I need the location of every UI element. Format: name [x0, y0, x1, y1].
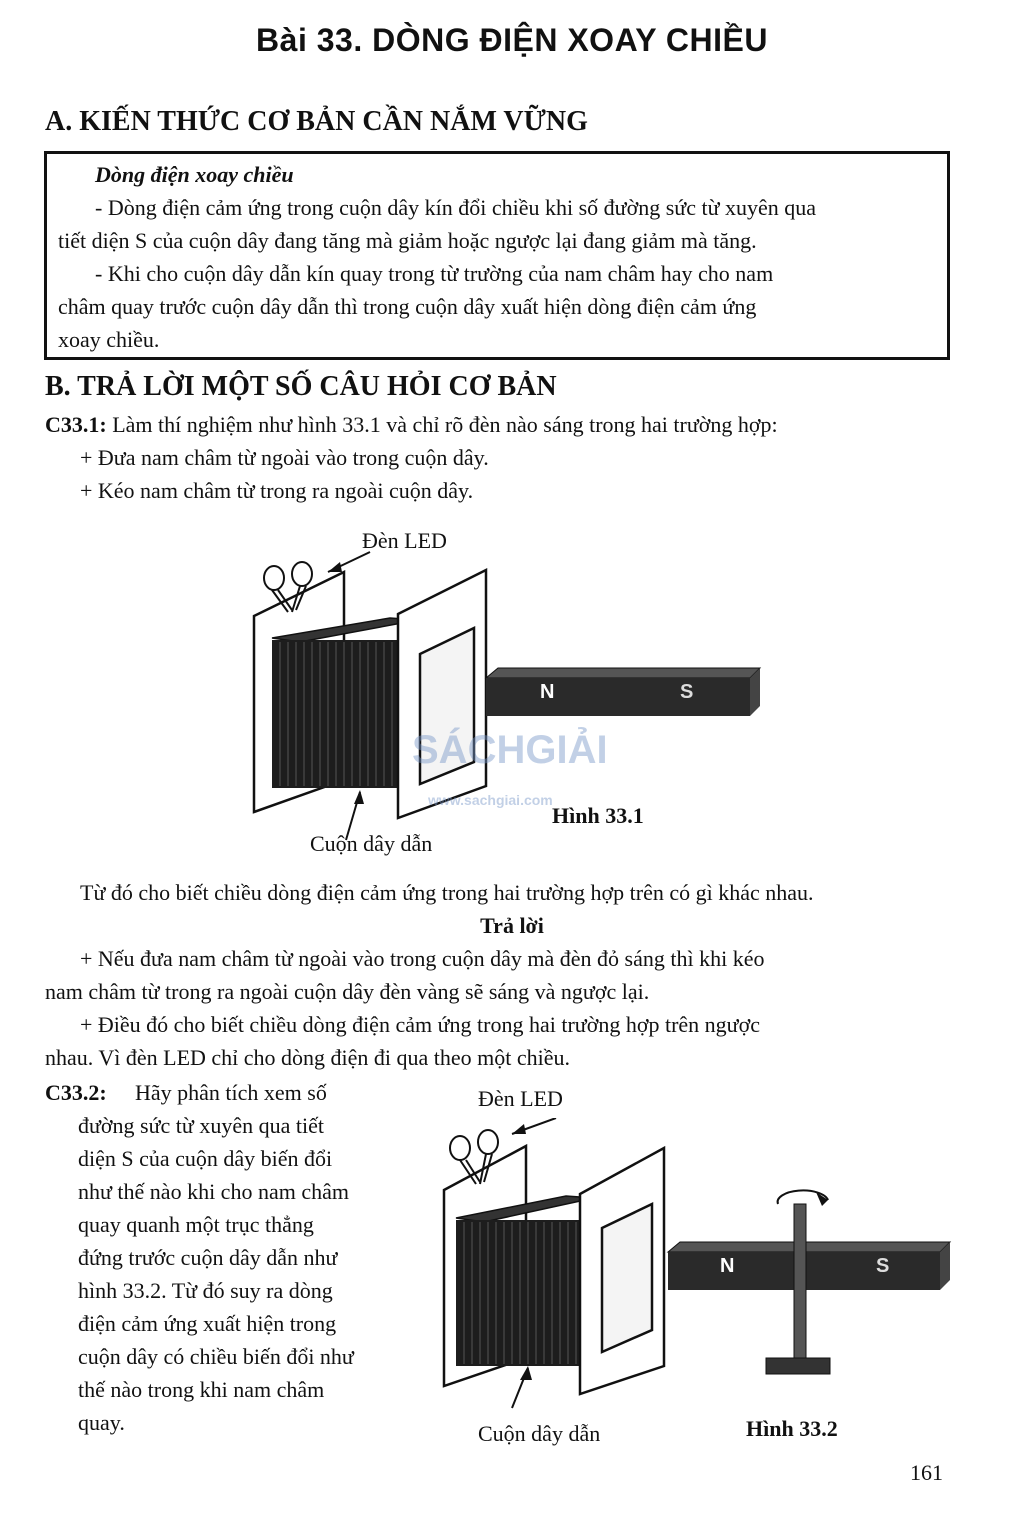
question-2-line-4: như thế nào khi cho nam châm	[78, 1179, 349, 1204]
question-2-line-2: đường sức từ xuyên qua tiết	[78, 1113, 324, 1138]
fig1-caption: Hình 33.1	[552, 803, 644, 828]
summary-para2-line1: - Khi cho cuộn dây dẫn kín quay trong từ trường của nam châm hay cho nam	[95, 261, 774, 286]
magnet-n-label: N	[540, 681, 555, 703]
question-2-line-6: đứng trước cuộn dây dẫn như	[78, 1245, 338, 1270]
stand-base	[766, 1358, 830, 1374]
question-2-line-8: điện cảm ứng xuất hiện trong	[78, 1311, 337, 1336]
answer-2-line-2: nhau. Vì đèn LED chỉ cho dòng điện đi qua theo một chiều.	[45, 1045, 571, 1070]
magnet-top	[486, 668, 760, 678]
question-2-line-11: quay.	[78, 1410, 125, 1435]
question-1-text: Làm thí nghiệm như hình 33.1 và chỉ rõ đèn nào sáng trong hai trường hợp:	[112, 412, 778, 437]
question-1-item-1: + Đưa nam châm từ ngoài vào trong cuộn dây.	[80, 445, 489, 470]
coil-body	[456, 1220, 582, 1366]
magnet-s-label: S	[876, 1255, 890, 1277]
magnet-s-label: S	[680, 681, 694, 703]
watermark-url: www.sachgiai.com	[428, 792, 553, 808]
summary-para2-line3: xoay chiều.	[58, 327, 160, 352]
summary-para1-line2: tiết diện S của cuộn dây đang tăng mà giảm hoặc ngược lại đang giảm mà tăng.	[58, 228, 757, 253]
question-2-label: C33.2:	[45, 1080, 107, 1105]
section-b-heading: B. TRẢ LỜI MỘT SỐ CÂU HỎI CƠ BẢN	[45, 371, 557, 402]
summary-box	[44, 151, 950, 360]
question-1	[45, 408, 778, 441]
question-2-line-9: cuộn dây có chiều biến đổi như	[78, 1344, 354, 1369]
fig1-coil-label: Cuộn dây dẫn	[310, 831, 433, 856]
magnet-n-label: N	[720, 1255, 735, 1277]
answer-heading: Trả lời	[480, 913, 544, 938]
question-2-line-1: Hãy phân tích xem số	[135, 1080, 327, 1105]
page-title: Bài 33. DÒNG ĐIỆN XOAY CHIỀU	[256, 22, 768, 58]
answer-1-line-2: nam châm từ trong ra ngoài cuộn dây đèn vàng sẽ sáng và ngược lại.	[45, 979, 650, 1004]
rotation-axis	[794, 1204, 806, 1358]
question-2-line-10: thế nào trong khi nam châm	[78, 1377, 325, 1402]
question-1-label: C33.1:	[45, 412, 107, 437]
figure-33-1	[240, 550, 780, 870]
question-2-line-7: hình 33.2. Từ đó suy ra dòng	[78, 1278, 333, 1303]
fig2-led-label: Đèn LED	[478, 1086, 563, 1111]
answer-1-line-1: + Nếu đưa nam châm từ ngoài vào trong cuộn dây mà đèn đỏ sáng thì khi kéo	[80, 946, 765, 971]
magnet-top	[668, 1242, 950, 1252]
watermark-brand: SÁCHGIẢI	[412, 728, 608, 772]
question-1-followup: Từ đó cho biết chiều dòng điện cảm ứng trong hai trường hợp trên có gì khác nhau.	[80, 880, 814, 905]
fig2-coil-label: Cuộn dây dẫn	[478, 1421, 601, 1446]
summary-box-title: Dòng điện xoay chiều	[95, 162, 294, 187]
summary-para1-line1: - Dòng điện cảm ứng trong cuộn dây kín đổi chiều khi số đường sức từ xuyên qua	[95, 195, 817, 220]
question-2-line-3: diện S của cuộn dây biến đổi	[78, 1146, 333, 1171]
question-1-item-2: + Kéo nam châm từ trong ra ngoài cuộn dây.	[80, 478, 474, 503]
coil-window	[602, 1204, 652, 1352]
question-2-line-5: quay quanh một trục thẳng	[78, 1212, 314, 1237]
fig1-led-label: Đèn LED	[362, 528, 447, 553]
page-number: 161	[910, 1460, 943, 1485]
magnet-body	[486, 678, 750, 716]
figure-33-2	[430, 1118, 960, 1418]
answer-2-line-1: + Điều đó cho biết chiều dòng điện cảm ứng trong hai trường hợp trên ngược	[80, 1012, 760, 1037]
summary-para2-line2: châm quay trước cuộn dây dẫn thì trong cuộn dây xuất hiện dòng điện cảm ứng	[58, 294, 757, 319]
fig2-caption: Hình 33.2	[746, 1416, 838, 1441]
section-a-heading: A. KIẾN THỨC CƠ BẢN CẦN NẮM VỮNG	[45, 106, 588, 137]
